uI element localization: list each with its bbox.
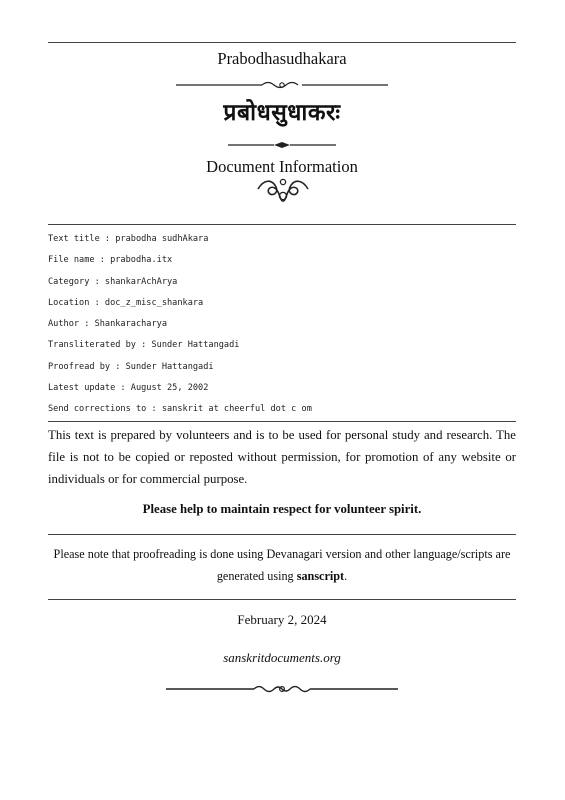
meta-transliterated-by: Transliterated by : Sunder Hattangadi bbox=[48, 340, 240, 351]
site-link[interactable]: sanskritdocuments.org bbox=[223, 650, 341, 665]
document-date: February 2, 2024 bbox=[237, 612, 327, 627]
meta-author: Author : Shankaracharya bbox=[48, 319, 167, 330]
notice-paragraph: This text is prepared by volunteers and is to be used for personal study and research. The file is not to be copied or reposted without permission, for promotion of any website or individuals or for commercial purpose. bbox=[48, 428, 516, 486]
title-sanskrit: प्रबोधसुधाकरः bbox=[223, 100, 341, 126]
flourish-divider-icon bbox=[176, 80, 388, 90]
meta-location: Location : doc_z_misc_shankara bbox=[48, 297, 204, 308]
metadata-block bbox=[48, 232, 312, 424]
top-rule bbox=[48, 42, 516, 43]
meta-category: Category : shankarAchArya bbox=[48, 276, 178, 287]
meta-latest-update: Latest update : August 25, 2002 bbox=[48, 383, 209, 394]
respect-line: Please help to maintain respect for volunteer spirit. bbox=[142, 502, 422, 516]
metadata-bottom-rule bbox=[48, 421, 516, 422]
meta-text-title: Text title : prabodha sudhAkara bbox=[48, 234, 209, 244]
metadata-top-rule bbox=[48, 224, 516, 225]
proofreading-note bbox=[48, 543, 516, 587]
meta-send-corrections: Send corrections to : sanskrit at cheerful dot c om bbox=[48, 404, 312, 415]
meta-file-name: File name : prabodha.itx bbox=[48, 255, 173, 266]
knot-ornament-icon bbox=[254, 176, 312, 202]
footer-flourish-icon bbox=[166, 683, 398, 695]
proofreading-note-text: Please note that proofreading is done using Devanagari version and other language/scripts are generated using bbox=[53, 547, 511, 583]
title-english: Prabodhasudhakara bbox=[217, 49, 347, 68]
small-divider-icon bbox=[228, 141, 336, 149]
note-bottom-rule bbox=[48, 599, 516, 600]
section-heading: Document Information bbox=[206, 157, 358, 176]
sanscript-word: sanscript bbox=[296, 569, 345, 583]
notice-bottom-rule bbox=[48, 534, 516, 535]
meta-proofread-by: Proofread by : Sunder Hattangadi bbox=[48, 361, 214, 372]
proofreading-note-end: . bbox=[344, 569, 348, 583]
